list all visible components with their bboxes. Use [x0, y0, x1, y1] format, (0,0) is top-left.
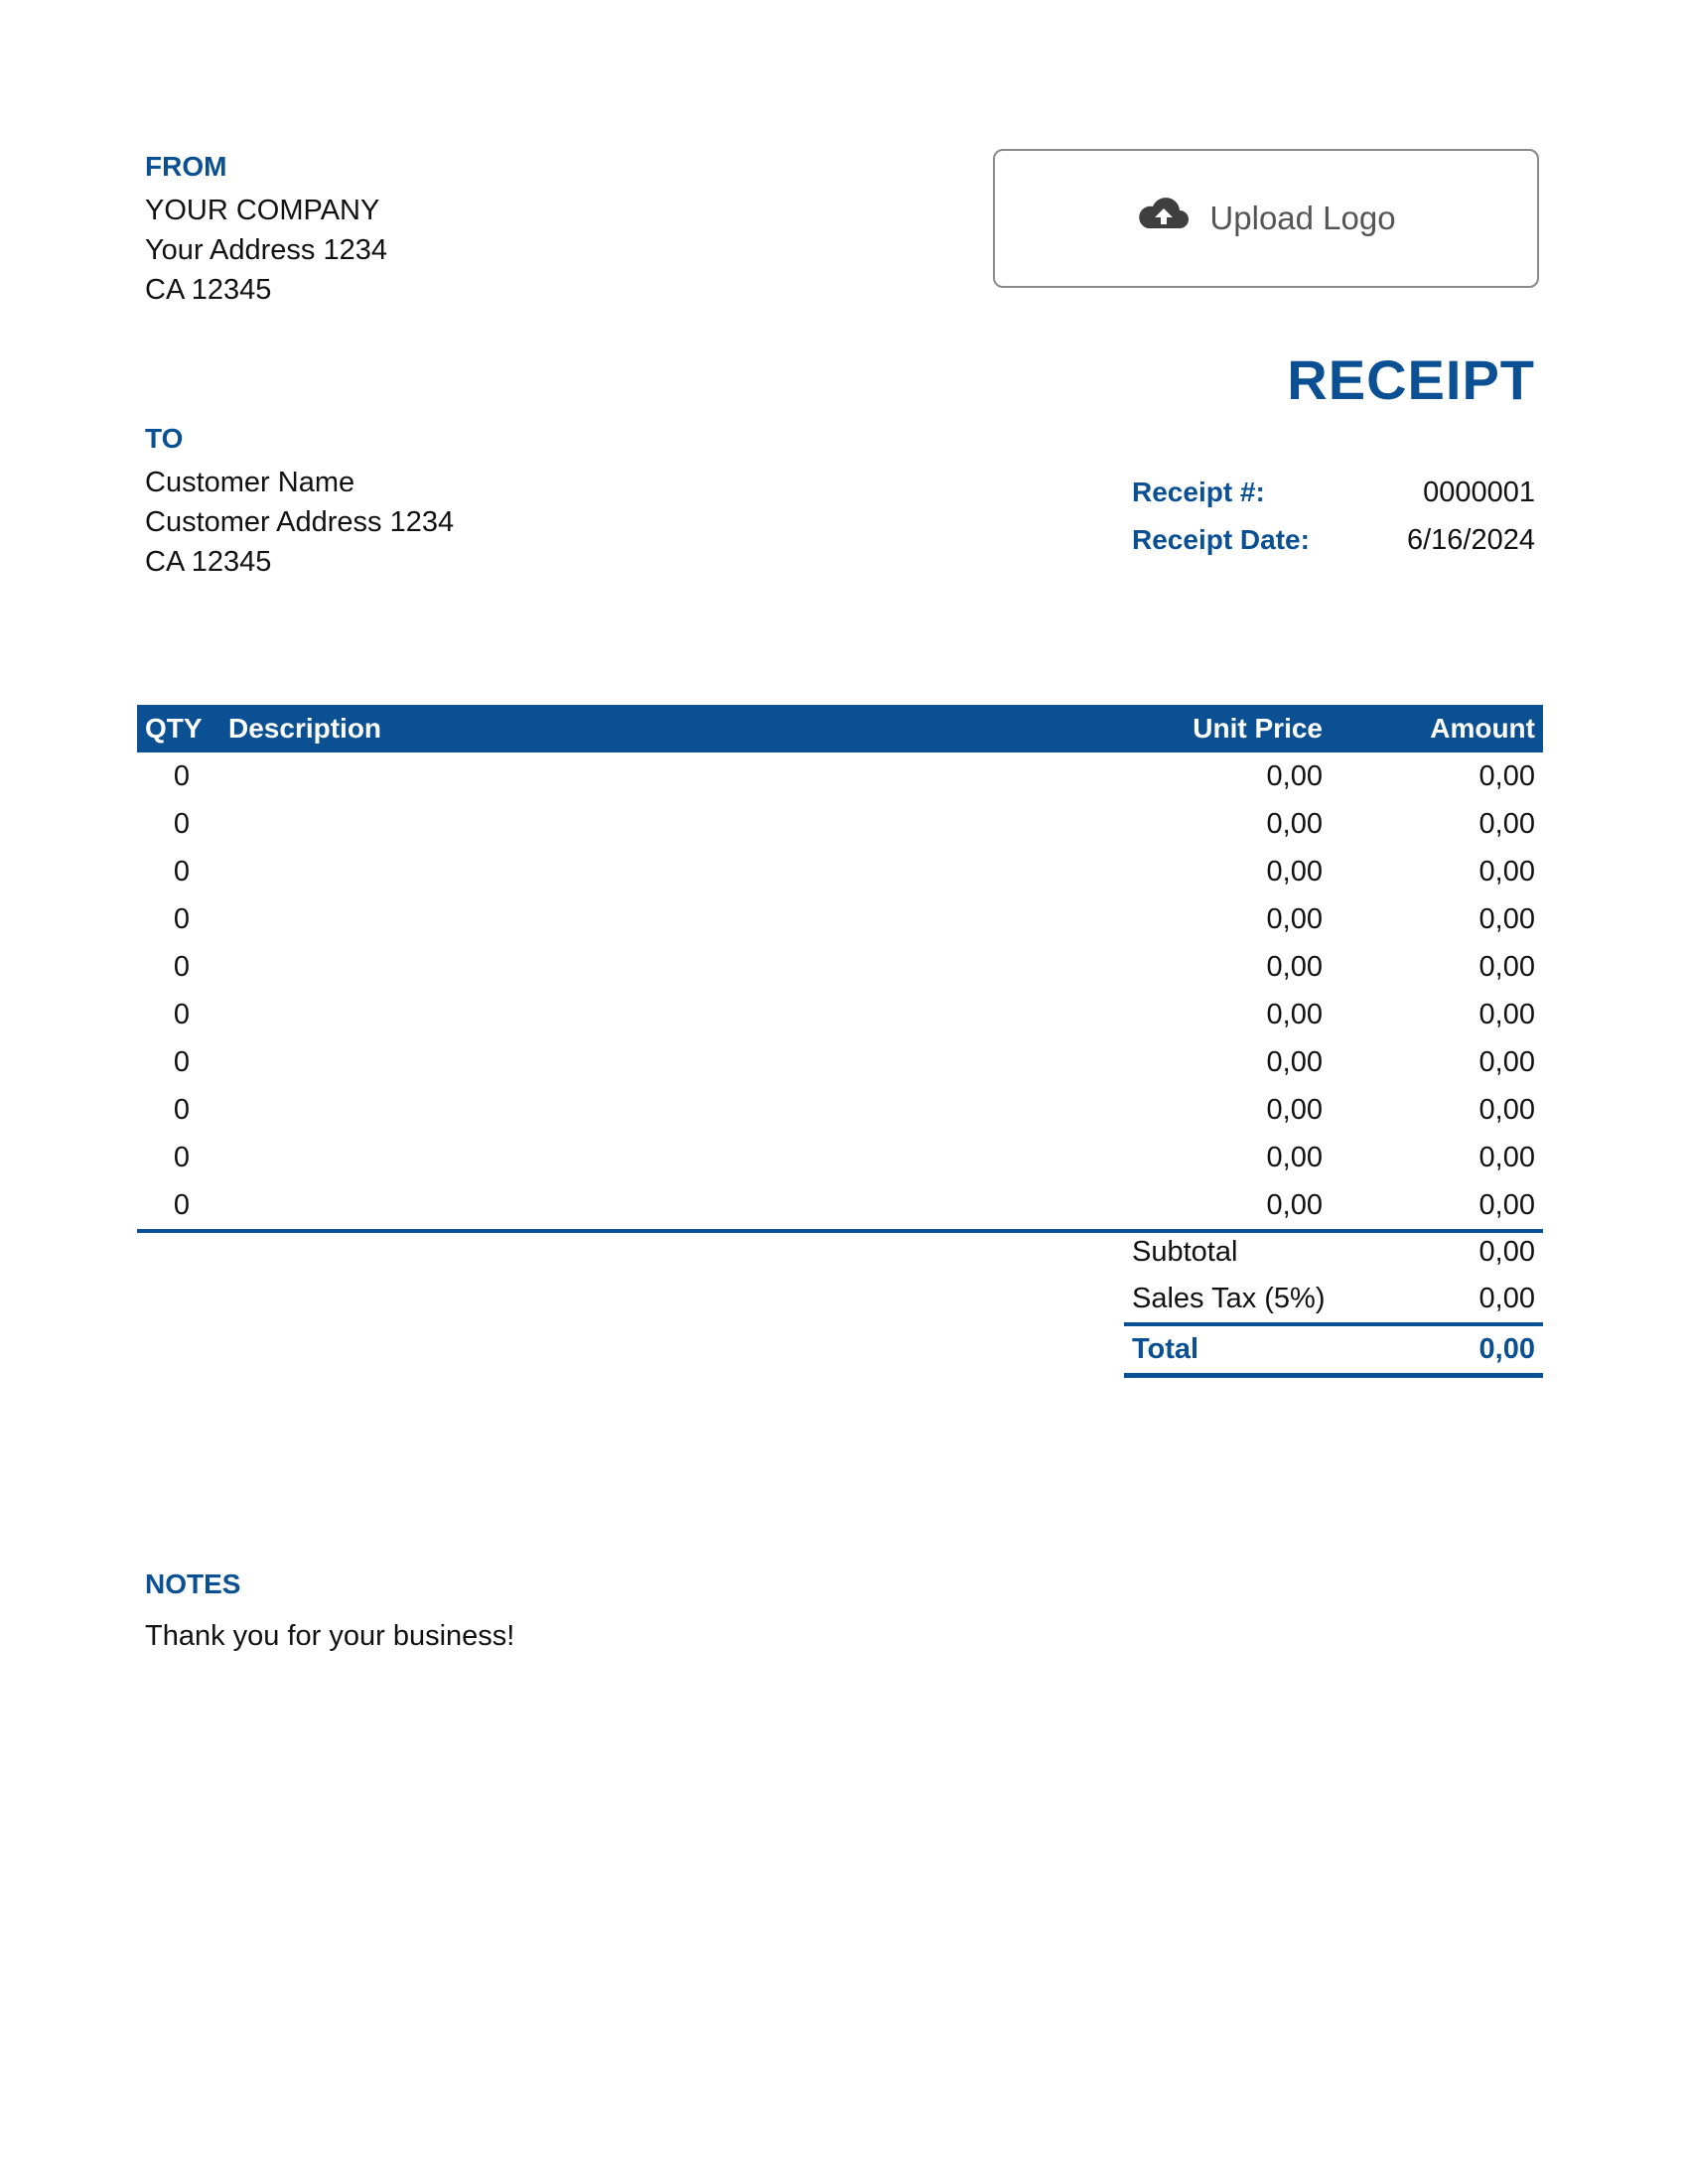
to-label: TO: [145, 423, 184, 454]
table-row: [137, 752, 1543, 800]
amount-cell: 0,00: [1478, 807, 1535, 840]
unit-price-cell[interactable]: 0,00: [1266, 998, 1323, 1030]
table-row: [137, 991, 1543, 1038]
sales-tax-value: 0,00: [1478, 1283, 1535, 1314]
receipt-number-label: Receipt #:: [1132, 477, 1265, 507]
unit-price-cell[interactable]: 0,00: [1266, 1141, 1323, 1173]
sales-tax-label: Sales Tax (5%): [1132, 1283, 1326, 1314]
to-name[interactable]: Customer Name: [145, 467, 355, 498]
cloud-upload-icon: [1136, 195, 1192, 242]
from-section: [145, 151, 387, 310]
to-address[interactable]: Customer Address 1234: [145, 506, 455, 538]
amount-cell: 0,00: [1478, 902, 1535, 935]
from-label: FROM: [145, 151, 227, 182]
items-table: [137, 705, 1543, 1233]
unit-price-cell[interactable]: 0,00: [1266, 807, 1323, 840]
total-value: 0,00: [1478, 1333, 1535, 1365]
qty-cell[interactable]: 0: [173, 1045, 191, 1078]
unit-price-cell[interactable]: 0,00: [1266, 902, 1323, 935]
receipt-number-row: [1132, 469, 1535, 516]
amount-cell: 0,00: [1478, 759, 1535, 792]
amount-cell: 0,00: [1478, 1141, 1535, 1173]
from-company[interactable]: YOUR COMPANY: [145, 195, 380, 226]
unit-price-cell[interactable]: 0,00: [1266, 1188, 1323, 1221]
table-row: [137, 1134, 1543, 1181]
qty-cell[interactable]: 0: [173, 998, 191, 1030]
table-row: [137, 1086, 1543, 1134]
notes-text[interactable]: Thank you for your business!: [145, 1620, 515, 1652]
totals-section: [1124, 1229, 1543, 1378]
total-label: Total: [1132, 1333, 1199, 1365]
amount-cell: 0,00: [1478, 1188, 1535, 1221]
upload-logo-label: Upload Logo: [1209, 200, 1396, 236]
table-header: [137, 705, 1543, 752]
amount-cell: 0,00: [1478, 998, 1535, 1030]
table-row: [137, 943, 1543, 991]
subtotal-label: Subtotal: [1132, 1236, 1238, 1268]
qty-cell[interactable]: 0: [173, 1188, 191, 1221]
page-title: RECEIPT: [1287, 348, 1535, 411]
upload-logo-button[interactable]: [993, 149, 1539, 288]
qty-cell[interactable]: 0: [173, 807, 191, 840]
from-city[interactable]: CA 12345: [145, 274, 272, 306]
unit-price-cell[interactable]: 0,00: [1266, 950, 1323, 983]
to-section: [145, 423, 454, 582]
qty-cell[interactable]: 0: [173, 950, 191, 983]
qty-cell[interactable]: 0: [173, 1141, 191, 1173]
from-address[interactable]: Your Address 1234: [145, 234, 388, 266]
table-body: [137, 752, 1543, 1233]
receipt-number-value[interactable]: 0000001: [1423, 476, 1535, 508]
header-qty: QTY: [145, 713, 203, 744]
unit-price-cell[interactable]: 0,00: [1266, 855, 1323, 887]
qty-cell[interactable]: 0: [173, 1093, 191, 1126]
table-row: [137, 848, 1543, 895]
table-row: [137, 800, 1543, 848]
receipt-date-value[interactable]: 6/16/2024: [1406, 523, 1535, 556]
notes-label: NOTES: [145, 1569, 241, 1599]
table-row: [137, 1038, 1543, 1086]
sales-tax-row: [1124, 1276, 1543, 1326]
total-row: [1124, 1326, 1543, 1378]
notes-section: [145, 1569, 514, 1656]
amount-cell: 0,00: [1478, 855, 1535, 887]
header-amount: Amount: [1430, 713, 1535, 744]
amount-cell: 0,00: [1478, 950, 1535, 983]
unit-price-cell[interactable]: 0,00: [1266, 759, 1323, 792]
qty-cell[interactable]: 0: [173, 855, 191, 887]
unit-price-cell[interactable]: 0,00: [1266, 1093, 1323, 1126]
amount-cell: 0,00: [1478, 1045, 1535, 1078]
qty-cell[interactable]: 0: [173, 759, 191, 792]
unit-price-cell[interactable]: 0,00: [1266, 1045, 1323, 1078]
header-unit-price: Unit Price: [1193, 713, 1323, 744]
qty-cell[interactable]: 0: [173, 902, 191, 935]
receipt-date-label: Receipt Date:: [1132, 524, 1310, 555]
table-row: [137, 1181, 1543, 1229]
receipt-meta: [1132, 469, 1535, 564]
subtotal-value: 0,00: [1478, 1236, 1535, 1268]
table-row: [137, 895, 1543, 943]
receipt-date-row: [1132, 516, 1535, 564]
amount-cell: 0,00: [1478, 1093, 1535, 1126]
to-city[interactable]: CA 12345: [145, 546, 272, 578]
subtotal-row: [1124, 1229, 1543, 1276]
header-description: Description: [228, 713, 382, 744]
